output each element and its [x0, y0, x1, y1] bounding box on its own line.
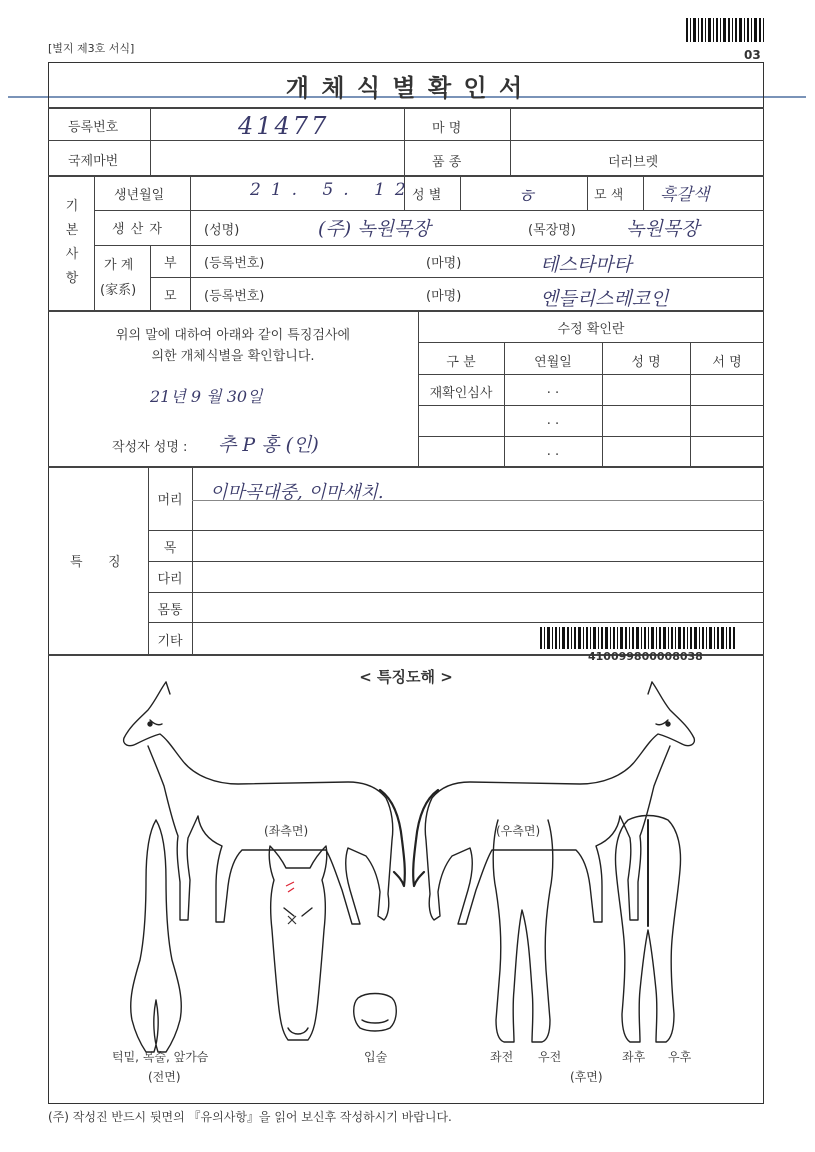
- horse-front-legs-drawing: [493, 820, 553, 1042]
- revision-row-1-date: . .: [546, 382, 560, 397]
- revision-header-date: 연월일: [534, 355, 572, 370]
- feature-label-body: 몸통: [157, 603, 183, 618]
- color-value: 흑갈색: [660, 185, 710, 205]
- revision-header-name: 성 명: [631, 355, 661, 370]
- rear-label: (후면): [570, 1070, 603, 1084]
- breed-value: 더러브렛: [608, 155, 659, 170]
- birth-date-value: 21. 5. 12: [250, 180, 416, 200]
- dam-reg-label: (등록번호): [204, 289, 265, 304]
- revision-row-1-type: 재확인심사: [429, 386, 493, 401]
- dam-name-value: 엔들리스레코인: [540, 288, 669, 310]
- confirm-statement-line1: 위의 말에 대하여 아래와 같이 특징검사에: [115, 328, 351, 343]
- front-label: (전면): [148, 1070, 181, 1084]
- forehead-mark: [286, 882, 294, 892]
- pedigree-label: 가 계: [104, 258, 134, 273]
- confirm-date: 21년 9 월 30일: [150, 387, 263, 406]
- page-number: 03: [744, 48, 761, 62]
- basic-section-char-1: 기: [65, 199, 79, 214]
- horse-front-chest-drawing: [131, 820, 182, 1052]
- basic-section-char-2: 본: [65, 223, 79, 238]
- features-section-char-1: 특: [70, 555, 83, 570]
- sire-name-label: (마명): [426, 256, 462, 271]
- ranch-name-value: 녹원목장: [626, 218, 700, 240]
- basic-section-char-4: 항: [65, 271, 79, 286]
- birth-date-label: 생년월일: [114, 188, 165, 203]
- horse-right-side-drawing: [413, 682, 694, 924]
- revision-header-sign: 서 명: [712, 355, 742, 370]
- sire-label: 부: [164, 256, 177, 271]
- producer-name-label: (성명): [204, 223, 240, 238]
- rear-left-caption: 좌후: [622, 1050, 646, 1064]
- author-value: 추 P 홍 (인): [218, 434, 319, 456]
- feature-label-other: 기타: [157, 634, 183, 649]
- feature-label-neck: 목: [163, 541, 177, 556]
- pedigree-hanja: (家系): [100, 283, 137, 298]
- document-title: 개 체 식 별 확 인 서: [285, 74, 525, 102]
- front-right-caption: 우전: [538, 1050, 562, 1064]
- feature-value-head: 이마곡대중, 이마새치.: [210, 482, 384, 503]
- producer-name-value: (주) 녹원목장: [318, 218, 431, 240]
- confirm-statement-line2: 의한 개체식별을 확인합니다.: [151, 349, 315, 364]
- front-left-caption: 좌전: [490, 1050, 514, 1064]
- barcode-number: 410099800008038: [588, 650, 703, 663]
- revision-header-type: 구 분: [446, 355, 476, 370]
- rear-right-caption: 우후: [668, 1050, 692, 1064]
- sire-reg-label: (등록번호): [204, 256, 265, 271]
- horse-name-label: 마 명: [432, 121, 462, 136]
- producer-label: 생 산 자: [112, 222, 163, 237]
- horse-head-front-drawing: [269, 846, 327, 1040]
- left-side-label: (좌측면): [264, 824, 309, 838]
- muzzle-caption: 입술: [364, 1050, 388, 1064]
- front-caption: 턱밑, 목술, 앞가슴: [112, 1050, 209, 1064]
- intl-number-label: 국제마번: [68, 154, 119, 169]
- feature-label-legs: 다리: [157, 572, 183, 587]
- basic-section-char-3: 사: [65, 247, 79, 262]
- sex-label: 성 별: [412, 188, 442, 203]
- breed-label: 품 종: [432, 155, 462, 170]
- features-section-char-2: 징: [108, 555, 121, 570]
- registration-label: 등록번호: [68, 120, 119, 135]
- color-label: 모 색: [594, 188, 624, 203]
- ranch-name-label: (목장명): [528, 223, 576, 238]
- dam-name-label: (마명): [426, 289, 462, 304]
- feature-label-head: 머리: [157, 493, 183, 508]
- revision-row-2-date: . .: [546, 413, 560, 428]
- revision-title: 수정 확인란: [557, 322, 625, 337]
- horse-diagram: [48, 680, 762, 1100]
- revision-row-3-date: . .: [546, 444, 560, 459]
- sire-name-value: 테스타마타: [540, 254, 632, 276]
- footer-note: (주) 작성진 반드시 뒷면의 『유의사항』을 읽어 보신후 작성하시기 바랍니다.: [48, 1110, 452, 1124]
- author-label: 작성자 성명 :: [112, 440, 188, 455]
- sex-value: ㅎ: [516, 184, 536, 208]
- horse-rear-drawing: [616, 816, 681, 1043]
- registration-value: 41477: [238, 112, 330, 140]
- diagram-title: < 특징도해 >: [359, 668, 453, 686]
- right-side-label: (우측면): [496, 824, 541, 838]
- horse-muzzle-drawing: [354, 994, 397, 1032]
- form-label: [별지 제3호 서식]: [48, 42, 135, 55]
- dam-label: 모: [164, 289, 177, 304]
- features-barcode: [540, 627, 736, 649]
- top-barcode: [686, 18, 764, 42]
